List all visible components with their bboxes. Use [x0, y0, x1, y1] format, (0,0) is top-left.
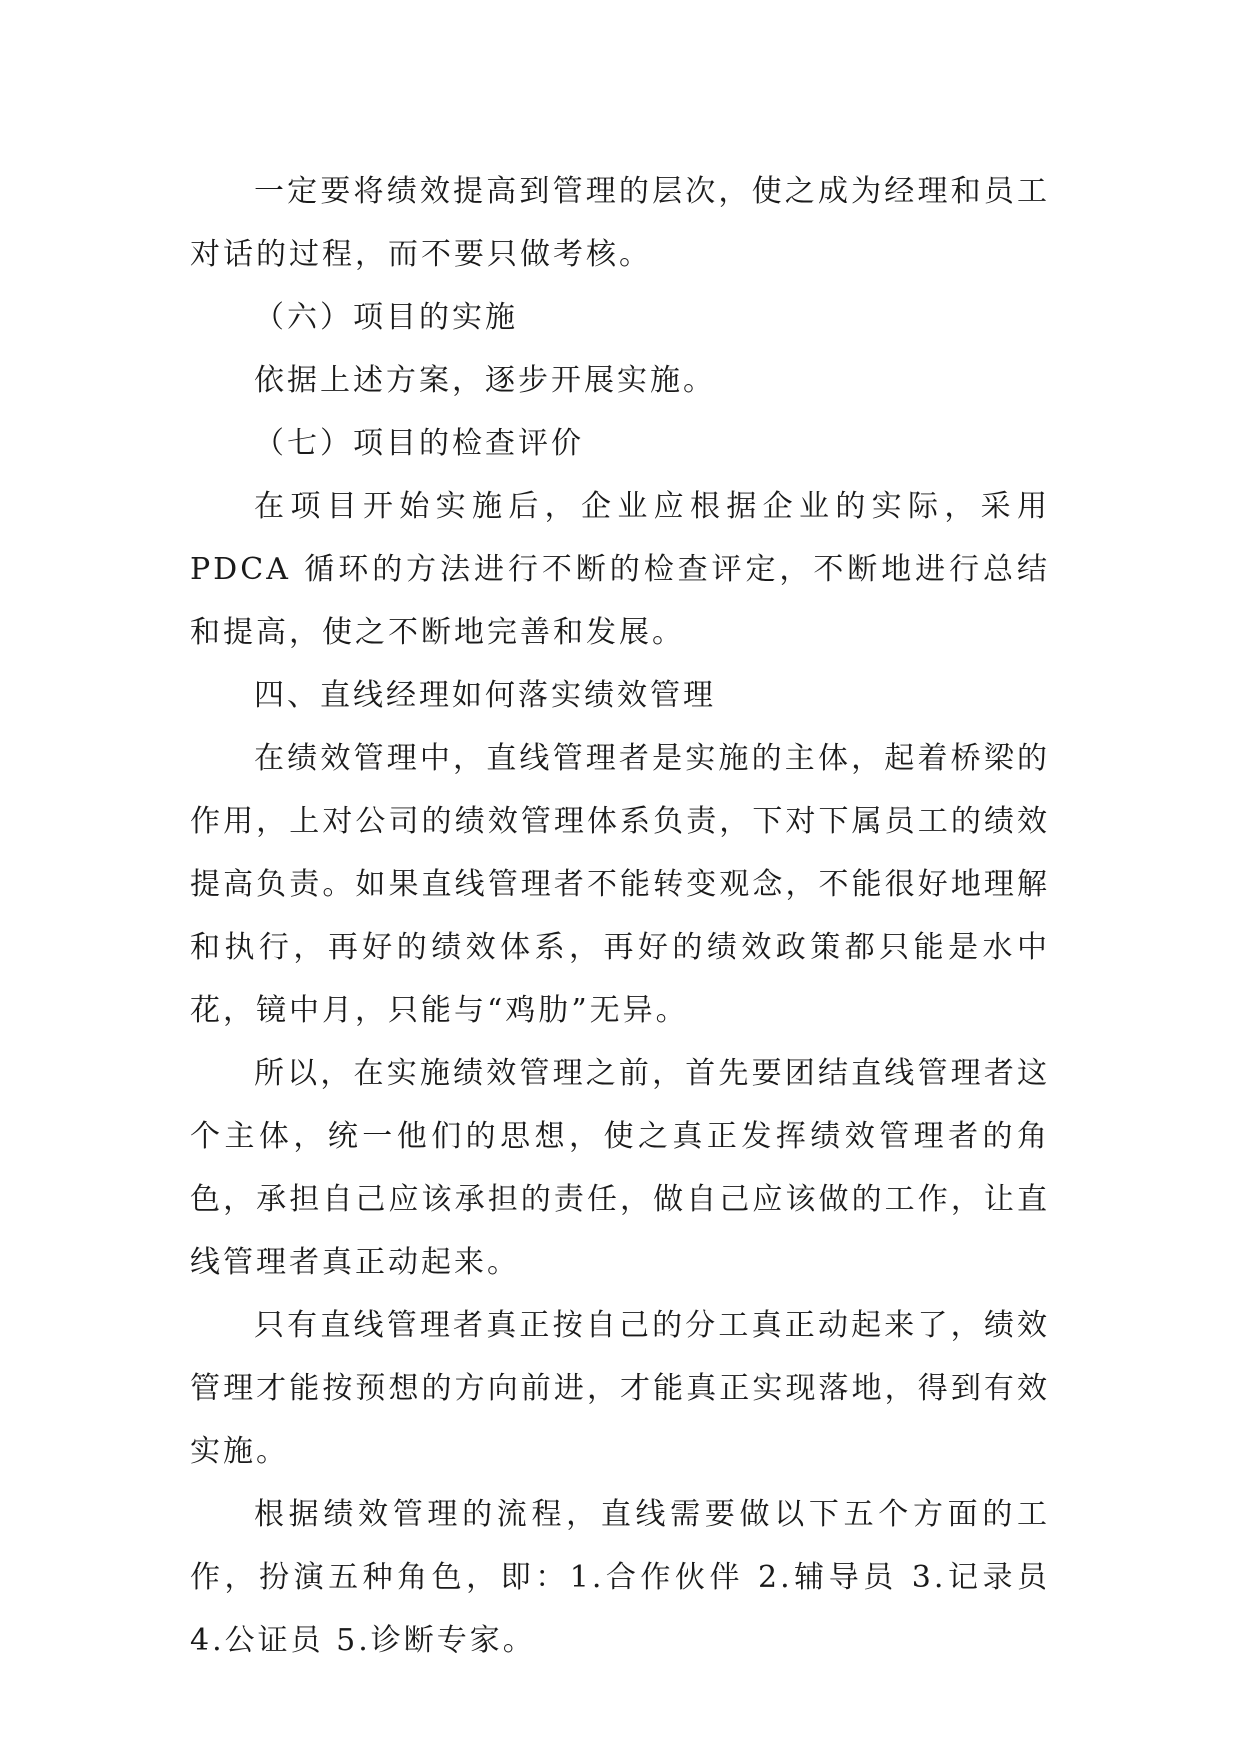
paragraph-unite-managers: 所以，在实施绩效管理之前，首先要团结直线管理者这个主体，统一他们的思想，使之真正发挥绩效管理者的角色，承担自己应该承担的责任，做自己应该做的工作，让直线管理者真正动起来。 [190, 1056, 1050, 1280]
paragraph-pdca-cycle: 在项目开始实施后，企业应根据企业的实际，采用 PDCA 循环的方法进行不断的检查评定，不断地进行总结和提高，使之不断地完善和发展。 [190, 489, 1050, 650]
heading-line-manager-section: 四、直线经理如何落实绩效管理 [254, 678, 716, 713]
paragraph-implementation-plan: 依据上述方案，逐步开展实施。 [254, 363, 716, 398]
heading-project-evaluation: （七）项目的检查评价 [254, 426, 584, 461]
document-body [190, 160, 1050, 1672]
paragraph-effective-implementation: 只有直线管理者真正按自己的分工真正动起来了，绩效管理才能按预想的方向前进，才能真正实现落地，得到有效实施。 [190, 1308, 1050, 1469]
paragraph-line-manager-role: 在绩效管理中，直线管理者是实施的主体，起着桥梁的作用，上对公司的绩效管理体系负责，下对下属员工的绩效提高负责。如果直线管理者不能转变观念，不能很好地理解和执行，再好的绩效体系，再好的绩效政策都只能是水中花，镜中月，只能与“鸡肋”无异。 [190, 741, 1050, 1028]
paragraph-performance-dialogue: 一定要将绩效提高到管理的层次，使之成为经理和员工对话的过程，而不要只做考核。 [190, 174, 1050, 272]
heading-project-implementation: （六）项目的实施 [254, 300, 518, 335]
paragraph-five-roles: 根据绩效管理的流程，直线需要做以下五个方面的工作，扮演五种角色，即：1.合作伙伴 2.辅导员 3.记录员 4.公证员 5.诊断专家。 [190, 1497, 1050, 1658]
